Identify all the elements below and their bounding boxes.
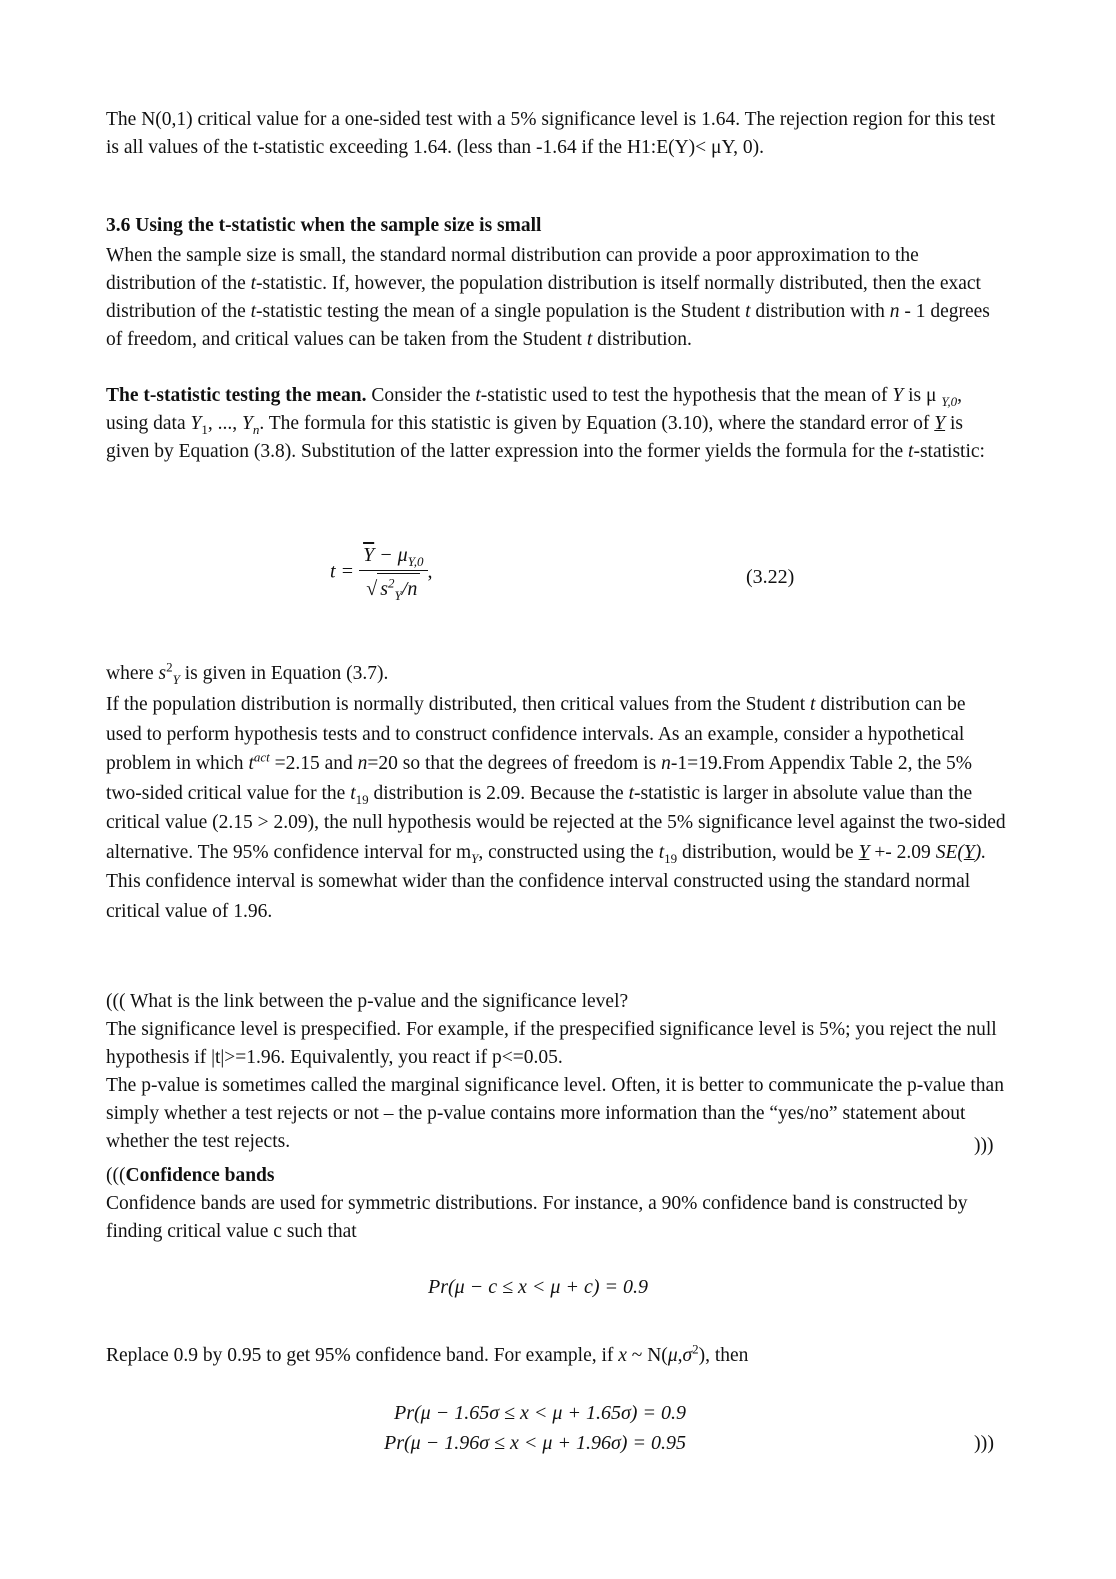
text-run: distribution, would be [677, 841, 859, 863]
text-run: The significance level is prespecified. For example, if the prespecified significance level is 5%; you reject the null hypothesis if |t|>=1.96. Equivalently, you react if p<=0.05. [106, 1019, 997, 1068]
text-run: ))) [974, 1432, 994, 1454]
eq-denominator: √ $s^2_Y/n$ [359, 571, 427, 604]
text-run: =20 so that the degrees of freedom is [367, 753, 662, 774]
text-run: distribution can be used to perform hypothesis tests and to construct confidence intervals. As an example, consider a hypothetical problem in which [106, 694, 966, 774]
text-run: distribution. [592, 329, 692, 350]
text-run: is given in Equation (3.7). [179, 663, 389, 684]
text-run: ~ N( [626, 1345, 668, 1366]
text-run: The p-value is sometimes called the marginal significance level. Often, it is better to communicate the p-value than simply whether a test rejects or not – the p-value contains more information than the “yes/no” statement about whether the test rejects. [106, 1075, 1004, 1152]
subscript: 19 [355, 791, 369, 807]
text-run: Y [963, 841, 975, 863]
text-run: t [475, 385, 481, 406]
section-heading-text: 3.6 Using the t-statistic when the sample size is small [106, 215, 542, 236]
text-run: ). [974, 841, 987, 863]
subscript: Y,0 [941, 393, 958, 409]
close-bracket-2 [974, 1432, 994, 1455]
subscript: Y [471, 850, 479, 866]
text-run: t [810, 694, 816, 715]
text-run: n [357, 753, 368, 774]
text-run: , using data [106, 385, 962, 434]
text-run: Pr(μ − 1.65σ ≤ x < μ + 1.65σ) = 0.9 [394, 1402, 686, 1424]
text-run: t [908, 441, 914, 462]
text-run: SE( [935, 841, 964, 863]
eq-fraction [359, 540, 427, 604]
text-run: /n [401, 578, 418, 600]
text-run: , [427, 560, 433, 583]
text-run: , [677, 1345, 683, 1366]
superscript: 2 [692, 1341, 699, 1357]
text-run: -1=19.From Appendix Table 2, the 5% two-sided critical value for the [106, 753, 973, 804]
text-run: (3.22) [746, 566, 795, 588]
text-run: t [745, 301, 751, 322]
text-run: σ [682, 1345, 693, 1366]
text-run: Y [241, 413, 253, 434]
text-run: n [889, 301, 900, 322]
eq-lhs: t = [330, 560, 355, 583]
text-run: , ..., [207, 413, 242, 434]
text-run: t [350, 782, 356, 804]
confidence-bands-paragraph [106, 1162, 1006, 1246]
text-run: This confidence interval is somewhat wider than the confidence interval constructed using the standard normal critical value of 1.96. [106, 871, 971, 922]
text-run: t [248, 753, 254, 774]
text-run: - 1 degrees of freedom, and critical values can be taken from the Student [106, 301, 990, 350]
text-run: ((( What is the link between the p-value and the significance level? [106, 991, 629, 1012]
equation-3-22 [330, 540, 433, 604]
text-run: ))) [974, 1135, 994, 1156]
text-run: is μ [903, 385, 942, 406]
text-run: t [586, 329, 593, 350]
equation-label [746, 566, 794, 589]
bold-heading: Confidence bands [125, 1165, 275, 1186]
where-paragraph [106, 660, 1006, 688]
bold-lead: The t-statistic testing the mean. [106, 385, 367, 406]
text-run: Y [892, 385, 904, 406]
intro-text: The N(0,1) critical value for a one-sided test with a 5% significance level is 1.64. The rejection region for this test is all values of the t-statistic exceeding 1.64. (less than -1.64 if the H1:E(Y)< μY, 0). [106, 109, 996, 158]
eq-numerator [359, 540, 427, 571]
text-run: $\overline{Y}$ [363, 544, 375, 566]
superscript: 2 [166, 659, 173, 675]
text-run: is given by Equation (3.8). Substitution of the latter expression into the former yields the formula for the [106, 413, 963, 462]
text-run: -statistic is larger in absolute value than the critical value (2.15 > 2.09), the null hypothesis would be rejected at the 5% significance level against the two-sided alternative. The 95% confidence interval for m [106, 782, 1006, 863]
text-run: s [158, 663, 167, 684]
text-run: -statistic. If, however, the population distribution is itself normally distributed, then the exact distribution of the [106, 273, 981, 322]
text-run: μ [667, 1345, 678, 1366]
close-bracket-1 [974, 1132, 1014, 1160]
equation-example-2 [384, 1432, 686, 1455]
superscript: act [253, 749, 270, 765]
text-run: distribution with [750, 301, 890, 322]
subscript: 1 [201, 421, 208, 437]
text-run: Consider the [366, 385, 476, 406]
text-run: If the population distribution is normally distributed, then critical values from the Student [106, 694, 811, 715]
text-run: -statistic testing the mean of a single population is the Student [256, 301, 746, 322]
text-run: x [618, 1345, 627, 1366]
text-run: Y [934, 413, 946, 434]
text-run: s [380, 578, 389, 600]
subscript: Y [172, 671, 180, 687]
text-run: − μ [374, 544, 408, 566]
text-run: When the sample size is small, the standard normal distribution can provide a poor approximation to the distribution of the [106, 245, 919, 294]
text-run: t [250, 301, 257, 322]
text-run: -statistic used to test the hypothesis that the mean of [480, 385, 893, 406]
text-run: , constructed using the [478, 841, 659, 863]
text-run: t [250, 273, 257, 294]
subscript: n [252, 421, 260, 437]
text-run: n [661, 753, 671, 774]
equation-band [428, 1276, 648, 1299]
text-run: Y [858, 841, 870, 863]
text-run: =2.15 and [269, 753, 358, 774]
superscript: 2 [388, 575, 395, 591]
text-run: ), then [698, 1345, 749, 1366]
text-run: Y [190, 413, 202, 434]
subscript: Y,0 [407, 554, 424, 569]
section-heading [106, 212, 1006, 240]
text-run: distribution is 2.09. Because the [368, 782, 629, 804]
text-run: Pr(μ − c ≤ x < μ + c) = 0.9 [428, 1276, 648, 1298]
text-run: t [658, 841, 665, 863]
small-sample-paragraph [106, 242, 1006, 354]
pvalue-question [106, 988, 1006, 1156]
text-run: Confidence bands are used for symmetric distributions. For instance, a 90% confidence band is constructed by finding critical value c such that [106, 1193, 968, 1242]
subscript: Y [394, 588, 402, 603]
sqrt-body [377, 573, 420, 604]
equation-example-1 [394, 1402, 686, 1425]
text-run: where [106, 663, 159, 684]
text-run: ((( [106, 1165, 126, 1186]
text-run: . The formula for this statistic is given by Equation (3.10), where the standard error of [259, 413, 935, 434]
text-run: Replace 0.9 by 0.95 to get 95% confidence band. For example, if [106, 1345, 619, 1366]
t-statistic-paragraph [106, 382, 1006, 466]
subscript: 19 [664, 850, 678, 866]
intro-paragraph [106, 106, 1006, 162]
text-run: +- 2.09 [869, 841, 936, 863]
text-run: -statistic: [913, 441, 985, 462]
replace-paragraph [106, 1342, 1006, 1370]
text-run: t [628, 782, 635, 804]
example-paragraph [106, 690, 1006, 926]
text-run: Pr(μ − 1.96σ ≤ x < μ + 1.96σ) = 0.95 [384, 1432, 686, 1454]
